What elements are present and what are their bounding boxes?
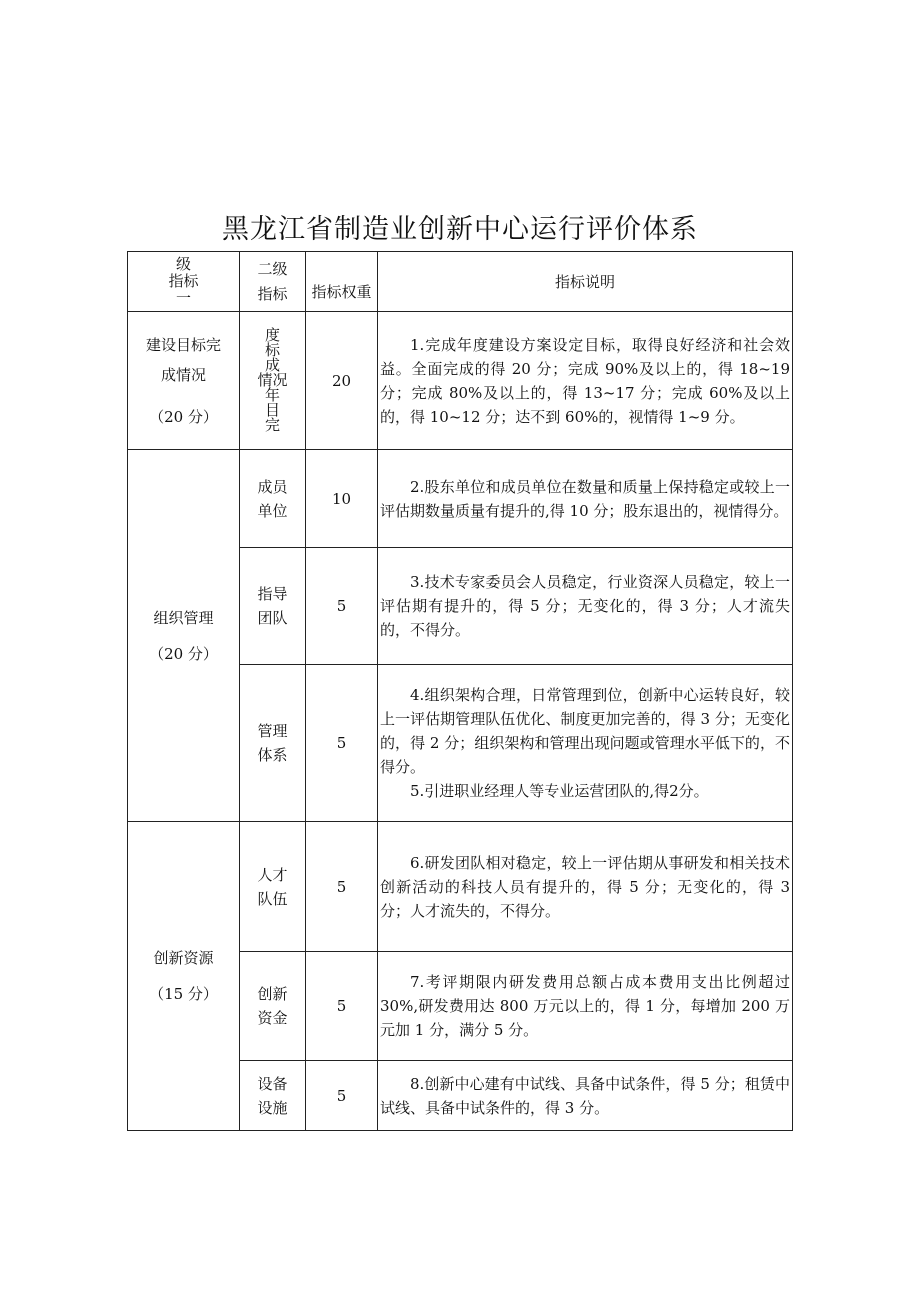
level1-cell: 组织管理 （20 分） xyxy=(128,450,240,822)
description-cell: 3.技术专家委员会人员稳定，行业资深人员稳定，较上一评估期有提升的，得 5 分；无变化的，得 3 分；人才流失的，不得分。 xyxy=(378,548,793,665)
weight-cell: 10 xyxy=(306,450,378,548)
weight-cell: 5 xyxy=(306,548,378,665)
weight-cell: 5 xyxy=(306,952,378,1061)
header-row xyxy=(128,252,793,312)
evaluation-table xyxy=(127,251,793,1131)
table-row xyxy=(128,450,793,548)
description-cell: 7.考评期限内研发费用总额占成本费用支出比例超过 30%,研发费用达 800 万元以上的，得 1 分，每增加 200 万元加 1 分，满分 5 分。 xyxy=(378,952,793,1061)
level2-cell: 人才 队伍 xyxy=(240,822,306,952)
header-level2: 二级 指标 xyxy=(240,252,306,312)
description-cell: 4.组织架构合理，日常管理到位，创新中心运转良好，较上一评估期管理队伍优化、制度更加完善的，得 3 分；无变化的，得 2 分；组织架构和管理出现问题或管理水平低下的，不得分。 5.引进职业经理人等专业运营团队的,得2分。 xyxy=(378,665,793,822)
weight-cell: 5 xyxy=(306,822,378,952)
weight-cell: 5 xyxy=(306,1061,378,1131)
weight-cell: 5 xyxy=(306,665,378,822)
header-weight: 指标权重 xyxy=(306,252,378,312)
weight-cell: 20 xyxy=(306,312,378,450)
level2-cell: 成员 单位 xyxy=(240,450,306,548)
description-cell: 8.创新中心建有中试线、具备中试条件，得 5 分；租赁中试线、具备中试条件的，得 3 分。 xyxy=(378,1061,793,1131)
level2-cell: 管理 体系 xyxy=(240,665,306,822)
level2-cell: 度 标 成 情况 年 目 完 xyxy=(240,312,306,450)
page-title: 黑龙江省制造业创新中心运行评价体系 xyxy=(222,214,698,245)
description-cell: 2.股东单位和成员单位在数量和质量上保持稳定或较上一评估期数量质量有提升的,得 10 分；股东退出的，视情得分。 xyxy=(378,450,793,548)
table-row xyxy=(128,312,793,450)
description-cell: 6.研发团队相对稳定，较上一评估期从事研发和相关技术创新活动的科技人员有提升的，得 5 分；无变化的，得 3 分；人才流失的，不得分。 xyxy=(378,822,793,952)
level1-cell: 建设目标完 成情况 （20 分） xyxy=(128,312,240,450)
description-cell: 1.完成年度建设方案设定目标，取得良好经济和社会效益。全面完成的得 20 分；完成 90%及以上的，得 18~19 分；完成 80%及以上的，得 13~17 分；完成 60%及以上的，得 10~12 分；达不到 60%的，视情得 1~9 分。 xyxy=(378,312,793,450)
table-row xyxy=(128,822,793,952)
level2-cell: 设备 设施 xyxy=(240,1061,306,1131)
level2-cell: 创新 资金 xyxy=(240,952,306,1061)
level2-cell: 指导 团队 xyxy=(240,548,306,665)
level1-cell: 创新资源 （15 分） xyxy=(128,822,240,1131)
header-description: 指标说明 xyxy=(378,252,793,312)
header-level1: 级 指标 一 xyxy=(128,252,240,312)
